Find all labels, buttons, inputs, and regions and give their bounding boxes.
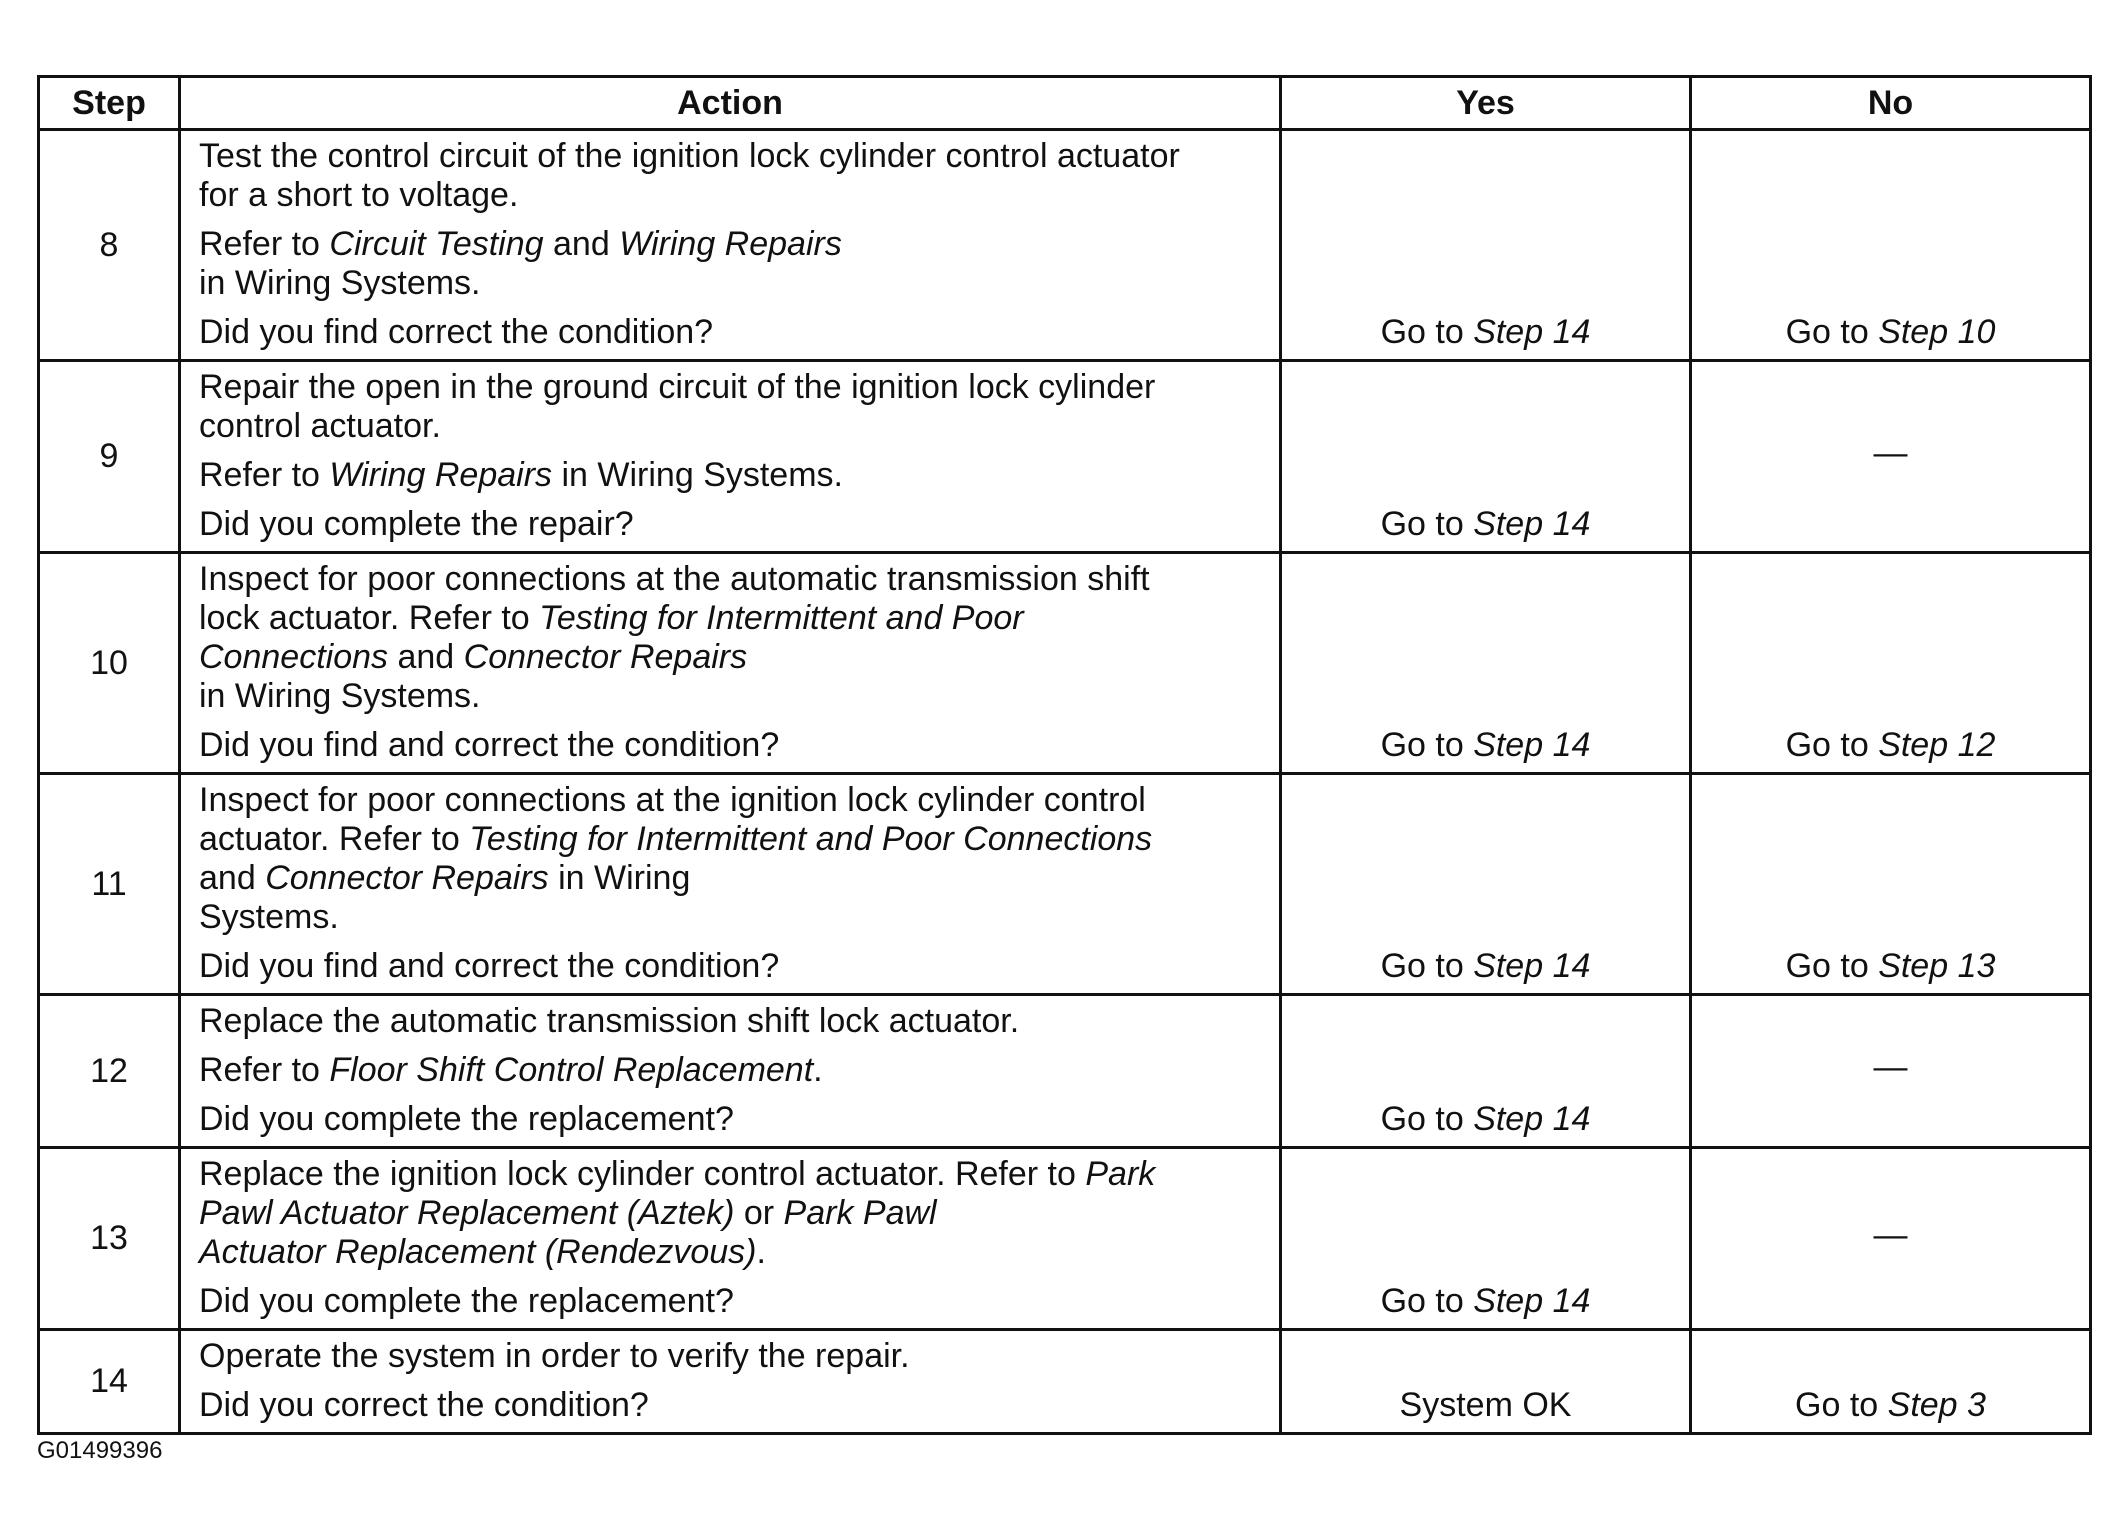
action-text: Inspect for poor connections at the automatic transmission shift lock actuator. Refer to (199, 560, 1150, 637)
action-paragraph (199, 1282, 1261, 1321)
step-number: 13 (39, 1148, 180, 1330)
table-row (39, 553, 2091, 774)
action-paragraph (199, 1051, 1261, 1090)
table-body (39, 130, 2091, 1434)
document-reference: Park Pawl Actuator Replacement (Rendezvous) (199, 1194, 937, 1271)
figure-id: G01499396 (37, 1437, 163, 1464)
action-text: Did you find and correct the condition? (199, 947, 780, 985)
not-applicable-dash: — (1873, 1048, 1908, 1086)
document-reference: Circuit Testing (329, 225, 544, 263)
action-cell (180, 774, 1281, 995)
step-number: 8 (39, 130, 180, 361)
action-text: Did you complete the repair? (199, 505, 634, 543)
no-cell (1691, 1330, 2091, 1434)
table-row (39, 1330, 2091, 1434)
goto-prefix: Go to (1795, 1386, 1888, 1424)
document-reference: Wiring Repairs (329, 456, 553, 494)
action-paragraph (199, 505, 1261, 544)
action-cell (180, 995, 1281, 1148)
action-cell (180, 1330, 1281, 1434)
header-row (39, 77, 2091, 130)
action-text: Refer to (199, 225, 330, 263)
goto-prefix: Go to (1380, 1100, 1474, 1138)
action-paragraph (199, 726, 1261, 765)
action-text: and (543, 225, 620, 263)
action-text: Replace the automatic transmission shift lock actuator. (199, 1002, 1020, 1040)
no-cell (1691, 774, 2091, 995)
action-text: Did you correct the condition? (199, 1386, 649, 1424)
header-no: No (1691, 77, 2091, 130)
goto-step-target: Step 3 (1887, 1386, 1986, 1424)
action-text: or (734, 1194, 784, 1232)
table-row (39, 1148, 2091, 1330)
table-row (39, 995, 2091, 1148)
goto-step-target: Step 14 (1473, 1282, 1591, 1320)
action-paragraph (199, 560, 1261, 716)
table-row (39, 361, 2091, 553)
no-cell (1691, 553, 2091, 774)
header-action: Action (180, 77, 1281, 130)
action-paragraph (199, 1002, 1261, 1041)
goto-prefix: Go to (1785, 726, 1879, 764)
action-text: . (813, 1051, 823, 1089)
yes-cell (1281, 130, 1691, 361)
action-text: . (756, 1233, 766, 1271)
not-applicable-dash: — (1873, 433, 1908, 472)
action-text: in Wiring Systems. (199, 859, 691, 936)
step-number: 9 (39, 361, 180, 553)
action-text: and (388, 638, 464, 676)
yes-cell (1281, 1148, 1691, 1330)
action-paragraph (199, 137, 1261, 215)
goto-prefix: Go to (1380, 313, 1474, 351)
goto-step-target: Step 10 (1878, 313, 1996, 351)
action-cell (180, 553, 1281, 774)
action-text: Replace the ignition lock cylinder control actuator. Refer to (199, 1155, 1086, 1193)
action-paragraph (199, 1100, 1261, 1139)
not-applicable-dash: — (1873, 1215, 1908, 1254)
step-number: 11 (39, 774, 180, 995)
document-reference: Testing for Intermittent and Poor Connections (469, 820, 1153, 858)
yes-cell (1281, 995, 1691, 1148)
no-cell (1691, 995, 2091, 1148)
action-paragraph (199, 1337, 1261, 1376)
action-text: Did you find and correct the condition? (199, 726, 780, 764)
goto-step-target: Step 13 (1878, 947, 1996, 985)
action-paragraph (199, 781, 1261, 937)
goto-prefix: Go to (1380, 1282, 1474, 1320)
action-text: in Wiring Systems. (199, 264, 481, 302)
no-cell (1691, 361, 2091, 553)
table-row (39, 774, 2091, 995)
header-step: Step (39, 77, 180, 130)
header-yes: Yes (1281, 77, 1691, 130)
goto-prefix: Go to (1380, 947, 1474, 985)
goto-step-target: Step 14 (1473, 313, 1591, 351)
step-number: 14 (39, 1330, 180, 1434)
action-text: Refer to (199, 1051, 330, 1089)
action-text: Repair the open in the ground circuit of the ignition lock cylinder control actuator. (199, 368, 1156, 445)
document-reference: Connector Repairs (463, 638, 748, 676)
action-paragraph (199, 368, 1261, 446)
yes-cell (1281, 361, 1691, 553)
result-text: System OK (1399, 1386, 1572, 1424)
table-row (39, 130, 2091, 361)
step-number: 10 (39, 553, 180, 774)
action-cell (180, 130, 1281, 361)
yes-cell (1281, 774, 1691, 995)
action-text: Test the control circuit of the ignition lock cylinder control actuator for a short to voltage. (199, 137, 1180, 214)
action-text: in Wiring Systems. (552, 456, 843, 494)
goto-prefix: Go to (1380, 726, 1474, 764)
action-text: Refer to (199, 456, 330, 494)
no-cell (1691, 1148, 2091, 1330)
goto-prefix: Go to (1380, 505, 1474, 543)
action-paragraph (199, 313, 1261, 352)
action-text: Inspect for poor connections at the ignition lock cylinder control actuator. Refer to (199, 781, 1146, 858)
goto-step-target: Step 14 (1473, 726, 1591, 764)
action-text: Operate the system in order to verify the repair. (199, 1337, 910, 1375)
action-paragraph (199, 947, 1261, 986)
yes-cell (1281, 553, 1691, 774)
yes-cell (1281, 1330, 1691, 1434)
document-reference: Testing for Intermittent and Poor Connections (199, 599, 1024, 676)
document-reference: Floor Shift Control Replacement (329, 1051, 814, 1089)
action-paragraph (199, 1155, 1261, 1272)
action-text: Did you complete the replacement? (199, 1282, 734, 1320)
action-paragraph (199, 456, 1261, 495)
goto-step-target: Step 14 (1473, 947, 1591, 985)
action-text: in Wiring Systems. (199, 677, 481, 715)
goto-prefix: Go to (1785, 313, 1879, 351)
document-reference: Connector Repairs (265, 859, 549, 897)
action-cell (180, 361, 1281, 553)
step-number: 12 (39, 995, 180, 1148)
document-reference: Wiring Repairs (619, 225, 842, 263)
action-text: Did you find correct the condition? (199, 313, 714, 351)
no-cell (1691, 130, 2091, 361)
action-paragraph (199, 1386, 1261, 1425)
action-cell (180, 1148, 1281, 1330)
diagnostic-table (37, 75, 2092, 1435)
goto-step-target: Step 14 (1473, 505, 1591, 543)
document-reference: Park Pawl Actuator Replacement (Aztek) (199, 1155, 1156, 1232)
goto-prefix: Go to (1785, 947, 1879, 985)
goto-step-target: Step 14 (1473, 1100, 1591, 1138)
action-paragraph (199, 225, 1261, 303)
action-text: and (199, 859, 256, 897)
action-text: Did you complete the replacement? (199, 1100, 734, 1138)
goto-step-target: Step 12 (1878, 726, 1996, 764)
